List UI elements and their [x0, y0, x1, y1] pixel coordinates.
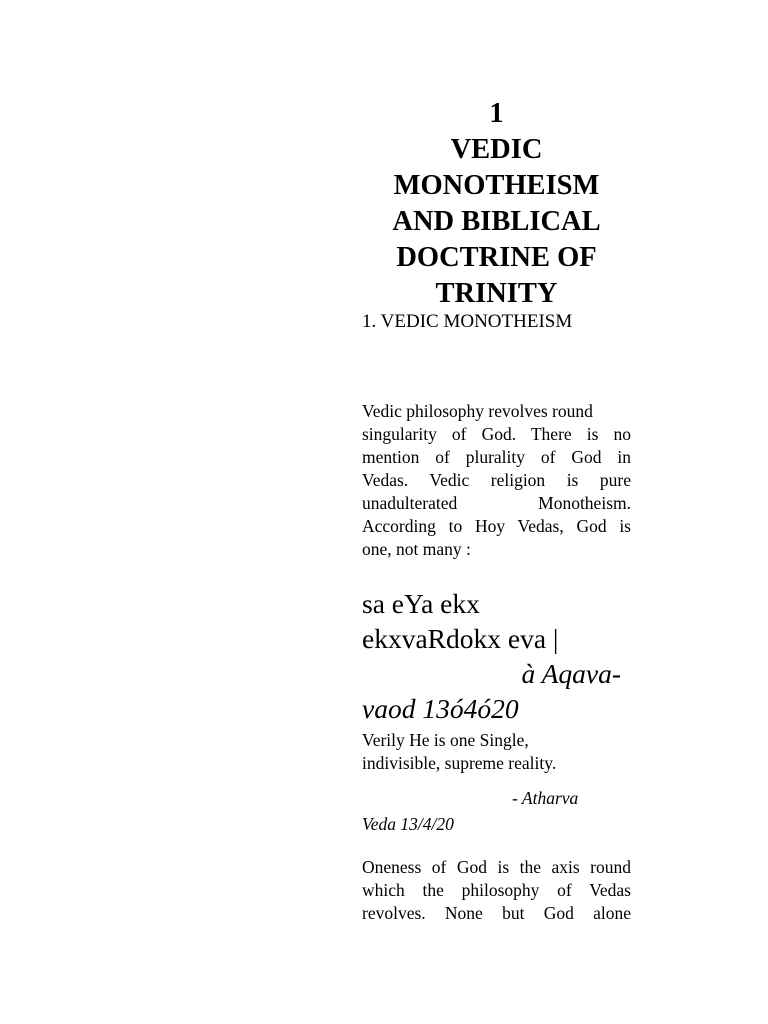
paragraph-line: Vedic philosophy revolves round [362, 401, 593, 421]
translation-line: indivisible, supreme reality. [362, 753, 557, 773]
section-heading: 1. VEDIC MONOTHEISM [362, 311, 573, 332]
verse-reference: vaod 13ó4ó20 [362, 693, 519, 724]
chapter-title-line: MONOTHEISM [393, 170, 600, 201]
citation-line: Veda 13/4/20 [362, 814, 454, 834]
paragraph-line: one, not many : [362, 539, 471, 559]
verse-line: sa eYa ekx [362, 588, 480, 619]
verse-line: ekxvaRdokx eva | [362, 623, 559, 654]
paragraph-line: which the philosophy of Vedas [362, 880, 631, 900]
verse-translation [362, 729, 631, 775]
chapter-title-line: VEDIC [450, 134, 543, 165]
paragraph-line: Vedas. Vedic religion is pure [362, 470, 631, 490]
chapter-number: 1 [489, 98, 504, 129]
paragraph-line: unadulterated Monotheism. [362, 493, 631, 513]
paragraph-line: According to Hoy Vedas, God is [362, 516, 631, 536]
chapter-title-line: DOCTRINE OF [396, 242, 597, 273]
chapter-title-line: AND BIBLICAL [392, 206, 601, 237]
chapter-heading [362, 96, 631, 312]
paragraph-line: mention of plurality of God in [362, 447, 631, 467]
closing-paragraph [362, 856, 631, 925]
sanskrit-verse [362, 586, 631, 726]
paragraph-line: Oneness of God is the axis round [362, 857, 631, 877]
paragraph-line: revolves. None but God alone [362, 903, 631, 923]
chapter-title-line: TRINITY [435, 278, 558, 309]
paragraph-line: singularity of God. There is no [362, 424, 631, 444]
citation [362, 787, 631, 836]
intro-paragraph [362, 400, 631, 561]
verse-reference: à Aqava- [521, 658, 621, 689]
citation-line: - Atharva [512, 788, 579, 808]
translation-line: Verily He is one Single, [362, 730, 529, 750]
